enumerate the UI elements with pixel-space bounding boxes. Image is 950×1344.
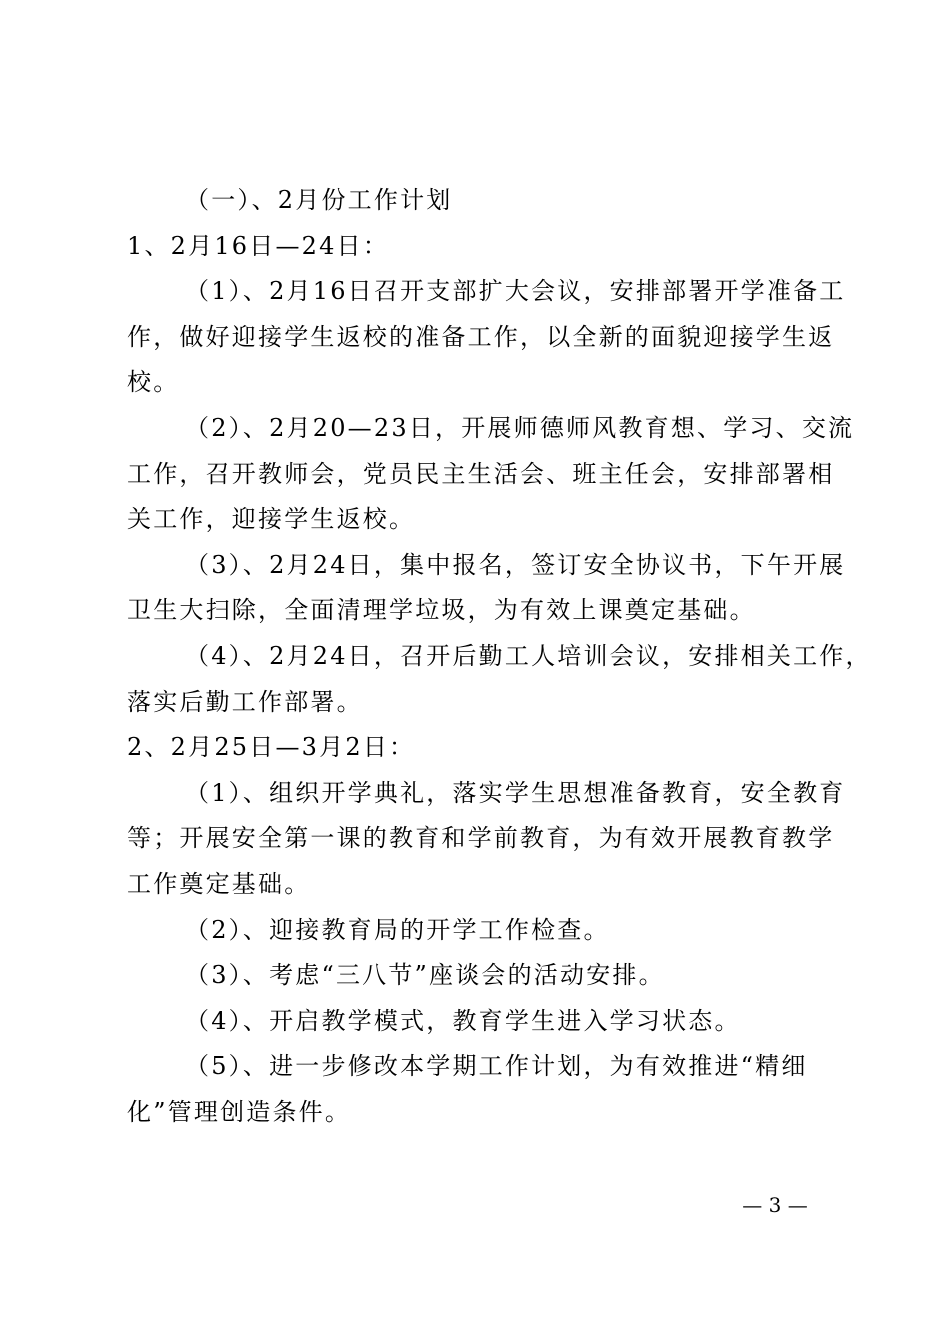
text-line: （3）、2月24日，集中报名，签订安全协议书，下午开展: [185, 550, 846, 579]
text-line: （3）、考虑“三八节”座谈会的活动安排。: [185, 961, 665, 990]
text-line: （2）、迎接教育局的开学工作检查。: [185, 915, 610, 944]
text-line: 2、2月25日—3月2日：: [127, 733, 416, 762]
text-line: 1、2月16日—24日：: [127, 231, 390, 260]
text-line: 化”管理创造条件。: [127, 1097, 352, 1126]
paragraph: [127, 953, 837, 999]
text-line: （4）、开启教学模式，教育学生进入学习状态。: [185, 1006, 741, 1035]
text-line: （5）、进一步修改本学期工作计划，为有效推进“精细: [185, 1052, 808, 1081]
document-body: [127, 178, 872, 1135]
paragraph: [127, 725, 837, 771]
text-line: （2）、2月20—23日，开展师德师风教育想、学习、交流: [185, 413, 855, 442]
paragraph: [127, 406, 855, 543]
text-line: 工作，召开教师会，党员民主生活会、班主任会，安排部署相: [127, 459, 835, 488]
text-line: （4）、2月24日，召开后勤工人培训会议，安排相关工作，: [185, 641, 872, 670]
paragraph: [127, 999, 837, 1045]
paragraph: [127, 543, 846, 634]
paragraph: [127, 224, 837, 270]
text-line: 作，做好迎接学生返校的准备工作，以全新的面貌迎接学生返: [127, 322, 835, 351]
page-number: — 3 —: [742, 1193, 808, 1217]
text-line: 卫生大扫除，全面清理学垃圾，为有效上课奠定基础。: [127, 596, 756, 625]
paragraph: [127, 908, 837, 954]
text-line: 工作奠定基础。: [127, 869, 311, 898]
text-line: （一）、2月份工作计划: [185, 186, 453, 214]
paragraph: [127, 634, 872, 725]
paragraph: [127, 1044, 837, 1135]
text-line: 校。: [127, 368, 180, 397]
text-line: 落实后勤工作部署。: [127, 687, 363, 716]
text-line: （1）、组织开学典礼，落实学生思想准备教育，安全教育: [185, 778, 846, 807]
paragraph: [127, 771, 846, 908]
paragraph: [127, 178, 837, 224]
text-line: （1）、2月16日召开支部扩大会议，安排部署开学准备工: [185, 277, 846, 306]
text-line: 关工作，迎接学生返校。: [127, 505, 416, 534]
paragraph: [127, 269, 846, 406]
text-line: 等；开展安全第一课的教育和学前教育，为有效开展教育教学: [127, 824, 835, 853]
